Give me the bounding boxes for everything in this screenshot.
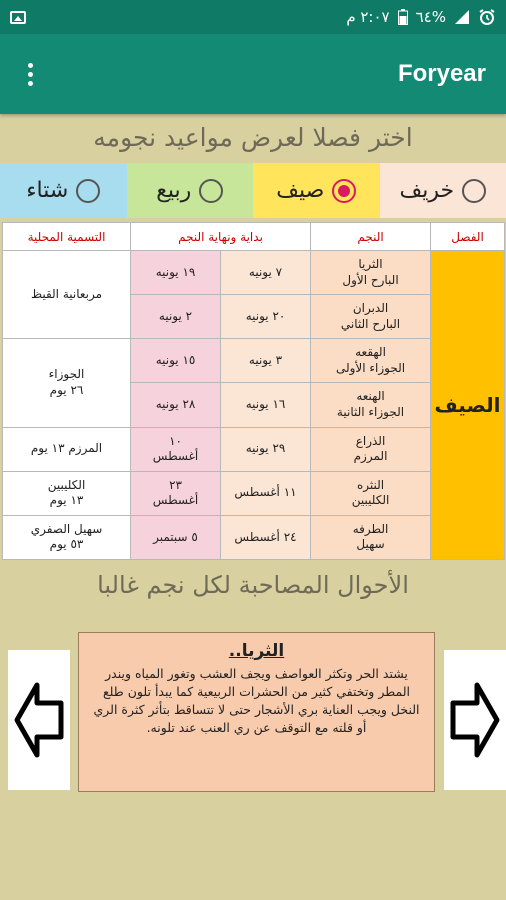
- season-option-winter[interactable]: [0, 163, 127, 218]
- next-button[interactable]: [444, 650, 506, 790]
- arrow-left-icon: [13, 679, 65, 761]
- season-label-autumn: خريف: [399, 178, 455, 203]
- info-body: يشتد الحر وتكثر العواصف ويجف العشب وتغور المياه ويندر المطر وتختفي كثير من الحشرات الربيعية كما يبدأ تلون طلع النخل ويجب العناية بري الأشجار حتى لا تتساقط بتأثر كثرة الري أو قلته مع التوقف عن ري العنب عند تلونه.: [93, 666, 420, 736]
- star-cell: الدبران البارح الثاني: [311, 295, 431, 339]
- end-date-cell: ٢٨ يونيه: [131, 383, 221, 427]
- local-name-cell: الجوزاء ٢٦ يوم: [3, 339, 131, 427]
- table-row: [3, 339, 505, 383]
- status-notifications: [10, 11, 26, 24]
- conditions-title: الأحوال المصاحبة لكل نجم غالبا: [97, 571, 409, 599]
- start-date-cell: ٣ يونيه: [221, 339, 311, 383]
- radio-spring[interactable]: [199, 179, 223, 203]
- end-date-cell: ٢٣ أغسطس: [131, 471, 221, 515]
- header-star: النجم: [311, 223, 431, 251]
- start-date-cell: ١٦ يونيه: [221, 383, 311, 427]
- season-prompt: اختر فصلا لعرض مواعيد نجومه: [93, 123, 413, 152]
- local-name-cell: الكليبين ١٣ يوم: [3, 471, 131, 515]
- table-row: [3, 427, 505, 471]
- header-period: بداية ونهاية النجم: [131, 223, 311, 251]
- end-date-cell: ١٥ يونيه: [131, 339, 221, 383]
- season-option-spring[interactable]: [127, 163, 254, 218]
- overflow-menu-icon[interactable]: [22, 57, 39, 92]
- status-system: [346, 8, 496, 26]
- battery-icon: [398, 9, 408, 25]
- star-cell: الثريا البارح الأول: [311, 251, 431, 295]
- app-bar: [0, 34, 506, 114]
- start-date-cell: ٢٠ يونيه: [221, 295, 311, 339]
- table-row: [3, 251, 505, 295]
- star-cell: الهقعه الجوزاء الأولى: [311, 339, 431, 383]
- star-cell: الطرفه سهيل: [311, 515, 431, 559]
- season-name-cell: الصيف: [431, 251, 505, 560]
- star-cell: النثره الكليبين: [311, 471, 431, 515]
- end-date-cell: ٢ يونيه: [131, 295, 221, 339]
- table-row: [3, 515, 505, 559]
- info-title: الثريا..: [228, 641, 285, 661]
- alarm-icon: [478, 8, 496, 26]
- star-cell: الهنعه الجوزاء الثانية: [311, 383, 431, 427]
- start-date-cell: ١١ أغسطس: [221, 471, 311, 515]
- status-time: ٢:٠٧ م: [346, 8, 390, 26]
- table-row: [3, 471, 505, 515]
- image-notification-icon: [10, 11, 26, 24]
- stars-table: [2, 222, 504, 560]
- local-name-cell: مربعانية القيظ: [3, 251, 131, 339]
- header-local-name: التسمية المحلية: [3, 223, 131, 251]
- arrow-right-icon: [449, 679, 501, 761]
- start-date-cell: ٢٤ أغسطس: [221, 515, 311, 559]
- local-name-cell: سهيل الصفري ٥٣ يوم: [3, 515, 131, 559]
- season-label-summer: صيف: [276, 178, 325, 203]
- start-date-cell: ٧ يونيه: [221, 251, 311, 295]
- app-title: Foryear: [397, 60, 486, 87]
- header-season: الفصل: [431, 223, 505, 251]
- season-label-spring: ربيع: [156, 178, 192, 203]
- star-info-card: [78, 632, 435, 792]
- start-date-cell: ٢٩ يونيه: [221, 427, 311, 471]
- table-header-row: [3, 223, 505, 251]
- local-name-cell: المرزم ١٣ يوم: [3, 427, 131, 471]
- season-option-summer[interactable]: [253, 163, 380, 218]
- season-option-autumn[interactable]: [380, 163, 506, 218]
- radio-autumn[interactable]: [462, 179, 486, 203]
- end-date-cell: ١٩ يونيه: [131, 251, 221, 295]
- previous-button[interactable]: [8, 650, 70, 790]
- end-date-cell: ١٠ أغسطس: [131, 427, 221, 471]
- star-cell: الذراع المرزم: [311, 427, 431, 471]
- status-bar: [0, 0, 506, 34]
- battery-percent: %٦٤: [415, 8, 446, 26]
- season-label-winter: شتاء: [26, 178, 69, 203]
- end-date-cell: ٥ سبتمبر: [131, 515, 221, 559]
- radio-winter[interactable]: [76, 179, 100, 203]
- radio-summer[interactable]: [332, 179, 356, 203]
- season-selector: [0, 163, 506, 218]
- signal-icon: [454, 9, 470, 25]
